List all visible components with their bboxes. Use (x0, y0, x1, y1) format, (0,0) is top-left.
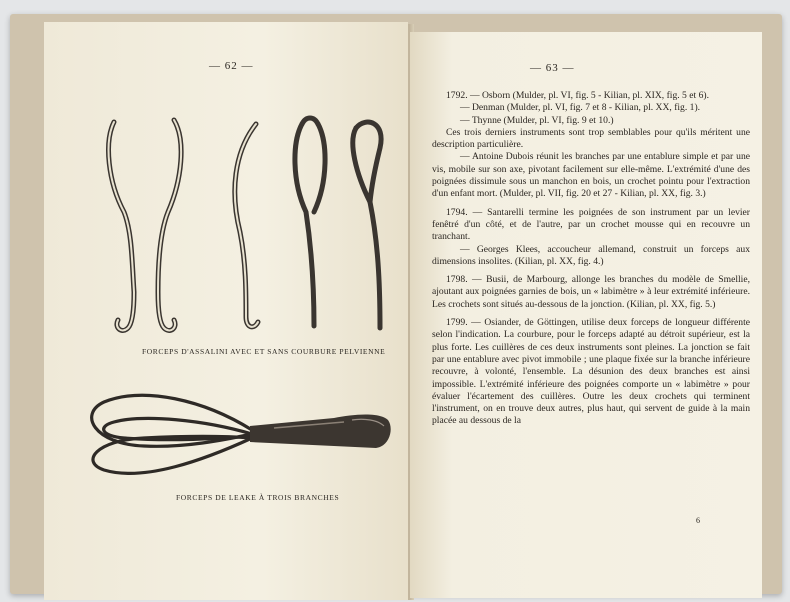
body-text (432, 90, 750, 428)
assalini-forceps-illustration (74, 102, 394, 342)
paragraph-busch: 1798. — Busii, de Marbourg, allonge les branches du modèle de Smellie, ajoutant aux poignées garnies de bois, un « labimètre » à leur extrémité inférieure. Les crochets sont situés au-dessous de la jonction. (Kilian, pl. XX, fig. 5.) (432, 274, 750, 310)
caption-assalini-forceps: FORCEPS D'ASSALINI AVEC ET SANS COURBURE PELVIENNE (142, 347, 386, 356)
signature-mark: 6 (696, 516, 700, 525)
paragraph-thynne: — Thynne (Mulder, pl. VI, fig. 9 et 10.) (460, 114, 614, 126)
paragraph-dubois: — Antoine Dubois réunit les branches par une entablure simple et par une vis, mobile sur son axe, pivotant facilement sur elle-même. L'extrémité d'une des poignées dissimule sous un manchon en bois, un crochet pointu pour l'extraction d'un enfant mort. (Mulder, pl. VII, fig. 20 et 27 - Kilian, pl. XX, fig. 3.) (432, 151, 750, 200)
paragraph-klees: — Georges Klees, accoucheur allemand, construit un forceps aux dimensions insolites. (Kilian, pl. XX, fig. 4.) (432, 243, 750, 267)
right-page (410, 32, 762, 598)
paragraph-osiander: 1799. — Osiander, de Göttingen, utilise deux forceps de longueur différente selon l'indication. La courbure, pour le forceps adapté au détroit supérieur, est la plus forte. Les cuillères de ces deux instruments sont pleines. La jonction se fait par une entablure avec pivot immobile ; une plaque fixée sur la branche inférieure recouvre, à volonté, l'ensemble. La désunion des deux branches est ainsi impossible. L'extrémité inférieure des poignées comporte un « labimètre » pour évaluer l'écartement des cuillères. Outre les deux crochets qui terminent l'instrument, on en trouve deux autres, plus haut, qui servent de guide à la main placée au dessous de la (432, 317, 750, 427)
open-book (10, 14, 782, 594)
left-page (44, 22, 408, 600)
paragraph-santarelli: 1794. — Santarelli termine les poignées de son instrument par un levier fenêtré d'un côté, et de l'autre, par un crochet mousse qui en recouvre un tranchant. (432, 206, 750, 243)
paragraph-osborn: 1792. — Osborn (Mulder, pl. VI, fig. 5 - Kilian, pl. XIX, fig. 5 et 6). (446, 90, 709, 101)
paragraph-summary: Ces trois derniers instruments sont trop semblables pour qu'ils méritent une description particulière. (432, 126, 750, 151)
page-number-left: — 62 — (209, 60, 254, 72)
leake-forceps-illustration (84, 390, 394, 486)
caption-leake-forceps: FORCEPS DE LEAKE À TROIS BRANCHES (176, 493, 340, 502)
page-number-right: — 63 — (530, 62, 575, 74)
paragraph-denman: — Denman (Mulder, pl. VI, fig. 7 et 8 - Kilian, pl. XX, fig. 1). (460, 102, 701, 114)
